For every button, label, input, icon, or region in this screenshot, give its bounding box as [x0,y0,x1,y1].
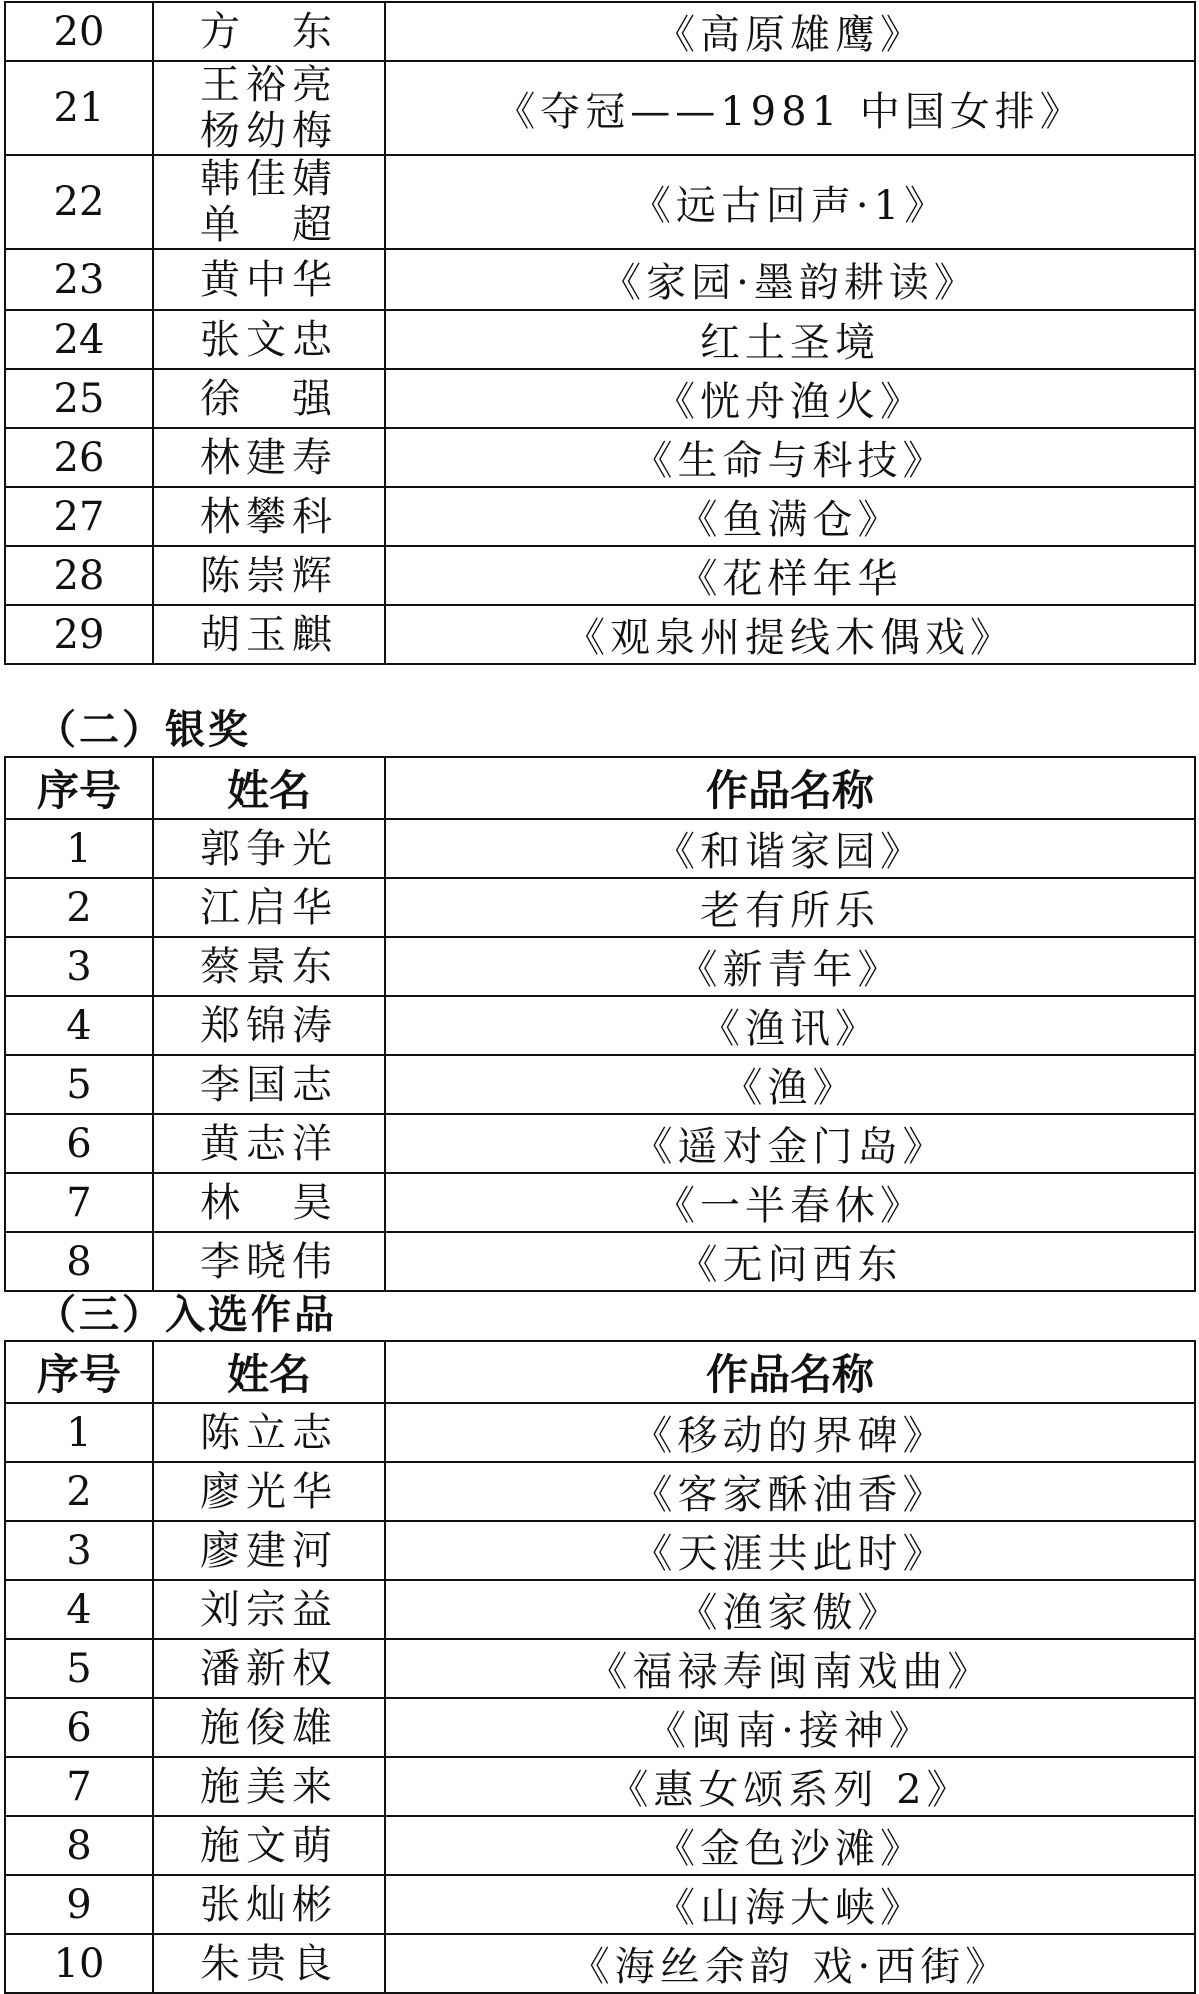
work-title: 《和谐家园》 [385,819,1195,878]
table-row [5,996,1195,1055]
author-name [153,369,385,428]
work-title: 《渔》 [385,1055,1195,1114]
author-name-line: 潘新权 [200,1645,338,1692]
author-name-line: 方 东 [200,8,338,55]
author-name-line: 徐 强 [200,375,338,422]
author-name-line: 施美来 [200,1763,338,1810]
author-name [153,1462,385,1521]
author-name [153,1403,385,1462]
table-row [5,61,1195,155]
table-row [5,1462,1195,1521]
author-name-line: 施俊雄 [200,1704,338,1751]
author-name [153,546,385,605]
row-number: 29 [5,605,153,664]
row-number: 21 [5,61,153,155]
work-title: 《观泉州提线木偶戏》 [385,605,1195,664]
author-name [153,310,385,369]
table-row [5,1055,1195,1114]
gold-award-table-continued [4,1,1196,665]
author-name [153,1875,385,1934]
table-row [5,1173,1195,1232]
work-title: 《恍舟渔火》 [385,369,1195,428]
author-name-line: 李国志 [200,1061,338,1108]
author-name-line: 陈立志 [200,1409,338,1456]
author-name-line: 廖光华 [200,1468,338,1515]
author-name-line: 郭争光 [200,825,338,872]
silver-award-table [4,756,1196,1292]
author-name-line: 王裕亮 [200,62,338,108]
author-name-line: 张灿彬 [200,1881,338,1928]
author-name [153,1639,385,1698]
author-name [153,1521,385,1580]
author-name-line: 刘宗益 [200,1586,338,1633]
author-name [153,1698,385,1757]
row-number: 24 [5,310,153,369]
table-row [5,1934,1195,1993]
row-number: 2 [5,1462,153,1521]
author-name [153,249,385,310]
author-name [153,937,385,996]
work-title: 《移动的界碑》 [385,1403,1195,1462]
table-row [5,819,1195,878]
table-row [5,605,1195,664]
work-title: 《金色沙滩》 [385,1816,1195,1875]
work-title: 《新青年》 [385,937,1195,996]
table-body [5,2,1195,664]
author-name [153,1580,385,1639]
table-row [5,1521,1195,1580]
row-number: 5 [5,1639,153,1698]
author-name-line: 黄志洋 [200,1120,338,1167]
selected-works-heading: （三）入选作品 [36,1292,337,1338]
silver-award-heading: （二）银奖 [36,707,251,753]
author-name [153,2,385,61]
table-row [5,1639,1195,1698]
author-name-line: 单 超 [200,202,338,248]
row-number: 28 [5,546,153,605]
row-number: 23 [5,249,153,310]
row-number: 1 [5,1403,153,1462]
author-name-line: 林 昊 [200,1179,338,1226]
work-title: 《遥对金门岛》 [385,1114,1195,1173]
header-work: 作品名称 [385,757,1195,819]
work-title: 《生命与科技》 [385,428,1195,487]
author-name-line: 陈崇辉 [200,552,338,599]
author-name-line: 林攀科 [200,493,338,540]
row-number: 20 [5,2,153,61]
author-name-line: 黄中华 [200,256,338,303]
row-number: 8 [5,1816,153,1875]
work-title: 《客家酥油香》 [385,1462,1195,1521]
author-name [153,1934,385,1993]
author-name-line: 杨幼梅 [200,108,338,154]
table-row [5,878,1195,937]
row-number: 25 [5,369,153,428]
work-title: 《远古回声·1》 [385,155,1195,249]
work-title: 《鱼满仓》 [385,487,1195,546]
author-name [153,1173,385,1232]
row-number: 7 [5,1757,153,1816]
row-number: 1 [5,819,153,878]
author-name-line: 江启华 [200,884,338,931]
row-number: 2 [5,878,153,937]
header-row [5,757,1195,819]
work-title: 《福禄寿闽南戏曲》 [385,1639,1195,1698]
author-name-line: 施文萌 [200,1822,338,1869]
work-title: 《海丝余韵 戏·西街》 [385,1934,1195,1993]
author-name-line: 李晓伟 [200,1238,338,1285]
table-row [5,937,1195,996]
header-row [5,1341,1195,1403]
work-title: 红土圣境 [385,310,1195,369]
author-name [153,878,385,937]
table-row [5,1757,1195,1816]
table-row [5,1875,1195,1934]
table-row [5,310,1195,369]
author-name [153,819,385,878]
work-title: 《闽南·接神》 [385,1698,1195,1757]
author-name-line: 朱贵良 [200,1940,338,1987]
row-number: 3 [5,937,153,996]
author-name-line: 林建寿 [200,434,338,481]
row-number: 7 [5,1173,153,1232]
work-title: 《渔讯》 [385,996,1195,1055]
table-row [5,1114,1195,1173]
header-no: 序号 [5,757,153,819]
header-name: 姓名 [153,1341,385,1403]
author-name [153,996,385,1055]
table-body [5,1403,1195,1993]
table-row [5,249,1195,310]
work-title: 《惠女颂系列 2》 [385,1757,1195,1816]
row-number: 10 [5,1934,153,1993]
row-number: 8 [5,1232,153,1291]
row-number: 22 [5,155,153,249]
table-row [5,1698,1195,1757]
table-row [5,2,1195,61]
author-name [153,1114,385,1173]
work-title: 《家园·墨韵耕读》 [385,249,1195,310]
author-name [153,1055,385,1114]
header-name: 姓名 [153,757,385,819]
author-name [153,605,385,664]
row-number: 26 [5,428,153,487]
work-title: 《渔家傲》 [385,1580,1195,1639]
row-number: 6 [5,1698,153,1757]
table-row [5,487,1195,546]
row-number: 9 [5,1875,153,1934]
work-title: 《夺冠——1981 中国女排》 [385,61,1195,155]
row-number: 27 [5,487,153,546]
work-title: 《山海大峡》 [385,1875,1195,1934]
work-title: 老有所乐 [385,878,1195,937]
table-header [5,1341,1195,1403]
row-number: 5 [5,1055,153,1114]
author-name [153,1757,385,1816]
author-name-line: 蔡景东 [200,943,338,990]
author-name [153,1816,385,1875]
row-number: 6 [5,1114,153,1173]
table-row [5,428,1195,487]
work-title: 《天涯共此时》 [385,1521,1195,1580]
table-row [5,1580,1195,1639]
author-name [153,487,385,546]
author-name-line: 廖建河 [200,1527,338,1574]
table-row [5,155,1195,249]
selected-works-table [4,1340,1196,1994]
author-name-line: 胡玉麒 [200,611,338,658]
author-name [153,155,385,249]
work-title: 《高原雄鹰》 [385,2,1195,61]
table-row [5,546,1195,605]
table-header [5,757,1195,819]
row-number: 3 [5,1521,153,1580]
table-row [5,1816,1195,1875]
author-name-line: 郑锦涛 [200,1002,338,1049]
table-row [5,1403,1195,1462]
row-number: 4 [5,1580,153,1639]
work-title: 《一半春休》 [385,1173,1195,1232]
table-body [5,819,1195,1291]
author-name [153,61,385,155]
table-row [5,369,1195,428]
work-title: 《无问西东 [385,1232,1195,1291]
header-work: 作品名称 [385,1341,1195,1403]
header-no: 序号 [5,1341,153,1403]
row-number: 4 [5,996,153,1055]
work-title: 《花样年华 [385,546,1195,605]
author-name-line: 张文忠 [200,316,338,363]
author-name-line: 韩佳婧 [200,156,338,202]
author-name [153,428,385,487]
